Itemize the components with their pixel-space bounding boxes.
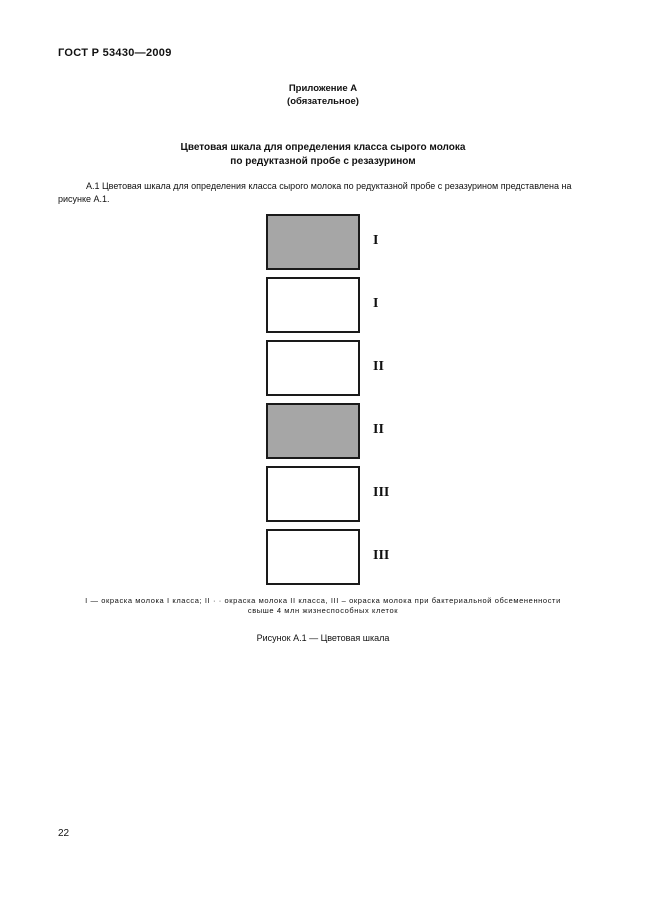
appendix-title: Приложение А xyxy=(288,83,358,94)
color-swatch xyxy=(266,466,360,522)
class-label: I xyxy=(373,233,379,248)
class-label: II xyxy=(373,359,384,374)
page-number: 22 xyxy=(58,828,70,839)
legend-line-1: I — окраска молока I класса; II · · окраска молока II класса, III – окраска молока при бактериальной обсемененности xyxy=(85,596,561,605)
class-label: I xyxy=(373,296,379,311)
color-swatch xyxy=(266,277,360,333)
class-label: III xyxy=(373,485,390,500)
section-title xyxy=(0,141,646,169)
figure-caption: Рисунок А.1 — Цветовая шкала xyxy=(256,633,390,643)
appendix-status: (обязательное) xyxy=(287,96,359,107)
appendix-heading xyxy=(0,82,646,108)
figure-legend xyxy=(40,596,606,616)
class-label: III xyxy=(373,548,390,563)
color-swatch xyxy=(266,529,360,585)
document-code: ГОСТ Р 53430—2009 xyxy=(58,47,172,59)
color-swatch xyxy=(266,214,360,270)
body-paragraph: А.1 Цветовая шкала для определения класса сырого молока по редуктазной пробе с резазурином представлена на рисунке А.1. xyxy=(58,181,572,204)
legend-line-2: свыше 4 млн жизнеспособных клеток xyxy=(247,606,399,615)
section-title-line-2: по редуктазной пробе с резазурином xyxy=(230,156,416,167)
class-label: II xyxy=(373,422,384,437)
color-swatch xyxy=(266,403,360,459)
color-swatch xyxy=(266,340,360,396)
section-title-line-1: Цветовая шкала для определения класса сырого молока xyxy=(180,142,466,153)
